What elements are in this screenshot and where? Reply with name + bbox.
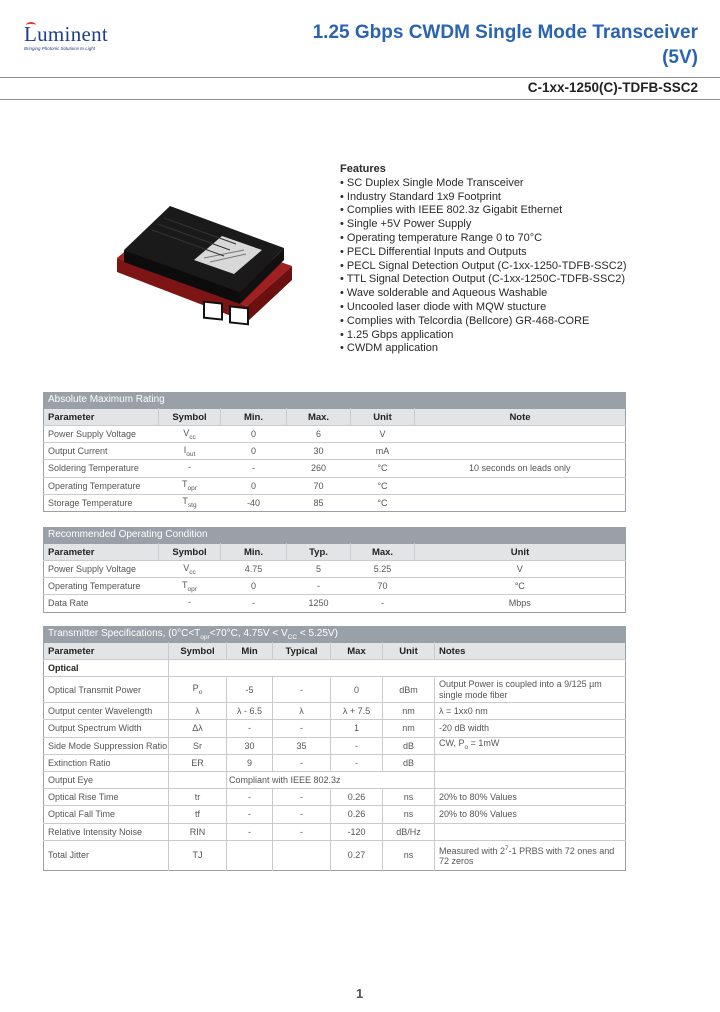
- cell-min: -: [221, 595, 287, 612]
- cell-symbol: $V_{cc}$: [159, 426, 221, 443]
- cell-param: Operating Temperature: [44, 578, 159, 595]
- col-header: Max: [331, 643, 383, 660]
- cell-symbol: ER: [169, 754, 227, 771]
- table-row: [44, 754, 626, 771]
- cell-unit: dB/Hz: [383, 823, 435, 840]
- cell-symbol: -: [159, 460, 221, 477]
- feature-item: • Uncooled laser diode with MQW stucture: [340, 300, 547, 313]
- table-row: [44, 426, 626, 443]
- cell-unit: dB: [383, 754, 435, 771]
- cell-typ: 35: [273, 737, 331, 754]
- cell-symbol: TJ: [169, 840, 227, 870]
- table-header-row: [44, 409, 626, 426]
- col-header: Symbol: [159, 544, 221, 561]
- cell-unit: °C: [415, 578, 626, 595]
- table-row: [44, 823, 626, 840]
- col-header: Symbol: [159, 409, 221, 426]
- cell-max: 1: [331, 720, 383, 737]
- cell-param: Side Mode Suppression Ratio: [44, 737, 169, 754]
- col-header: Unit: [415, 544, 626, 561]
- cell-max: 0.27: [331, 840, 383, 870]
- luminent-logo: [24, 22, 144, 52]
- table-row: [44, 477, 626, 494]
- cell-param: Soldering Temperature: [44, 460, 159, 477]
- cell-param: Output Current: [44, 443, 159, 460]
- cell-max: -120: [331, 823, 383, 840]
- tx-spec-title: Transmitter Specifications, ($0^\circ C<T_{opr}<70^\circ C$, $4.75V < V_{CC} < 5.25V$): [43, 626, 626, 642]
- logo-swoosh-icon: [26, 22, 36, 28]
- cell-note: [435, 771, 626, 788]
- cell-min: -: [227, 720, 273, 737]
- cell-max: λ + 7.5: [331, 703, 383, 720]
- cell-max: 30: [287, 443, 351, 460]
- cell-min: 0: [221, 477, 287, 494]
- cell-min: -40: [221, 494, 287, 511]
- cell-symbol: $V_{cc}$: [159, 561, 221, 578]
- cell-min: -5: [227, 677, 273, 703]
- table-row: [44, 561, 626, 578]
- logo-tagline: Bringing Photonic Solutions to Light: [24, 46, 96, 51]
- cell-param: Optical Fall Time: [44, 806, 169, 823]
- cell-param: Output Eye: [44, 771, 169, 788]
- col-header: Symbol: [169, 643, 227, 660]
- cell-symbol: $I_{out}$: [159, 443, 221, 460]
- feature-item: • Industry Standard 1x9 Footprint: [340, 190, 501, 203]
- cell-min: 9: [227, 754, 273, 771]
- cell-min: -: [227, 789, 273, 806]
- col-header: Min.: [221, 544, 287, 561]
- header-rule-bottom: [0, 99, 720, 100]
- page-number: 1: [356, 986, 364, 1001]
- cell-unit: °C: [351, 477, 415, 494]
- abs-max-section: [43, 392, 626, 512]
- cell-param: Output center Wavelength: [44, 703, 169, 720]
- cell-max: -: [331, 737, 383, 754]
- cell-unit: nm: [383, 703, 435, 720]
- cell-note: Output Power is coupled into a 9/125 µm single mode fiber: [435, 677, 626, 703]
- cell-param: Relative Intensity Noise: [44, 823, 169, 840]
- transceiver-product-image: [112, 196, 292, 330]
- cell-symbol: $T_{opr}$: [159, 477, 221, 494]
- feature-item: • Complies with Telcordia (Bellcore) GR-468-CORE: [340, 314, 590, 327]
- table-header-row: [44, 544, 626, 561]
- cell-min: 30: [227, 737, 273, 754]
- cell-typ: -: [273, 806, 331, 823]
- table-row: [44, 771, 626, 788]
- cell-unit: °C: [351, 460, 415, 477]
- feature-item: • SC Duplex Single Mode Transceiver: [340, 176, 524, 189]
- col-header: Unit: [351, 409, 415, 426]
- col-header: Note: [415, 409, 626, 426]
- col-header: Min.: [221, 409, 287, 426]
- col-header: Parameter: [44, 409, 159, 426]
- cell-symbol: $T_{opr}$: [159, 578, 221, 595]
- cell-max: -: [351, 595, 415, 612]
- col-header: Unit: [383, 643, 435, 660]
- table-row: [44, 578, 626, 595]
- cell-note: -20 dB width: [435, 720, 626, 737]
- cell-param: Total Jitter: [44, 840, 169, 870]
- cell-max: 70: [287, 477, 351, 494]
- cell-typ: -: [273, 754, 331, 771]
- table-row: [44, 595, 626, 612]
- cell-typ: -: [287, 578, 351, 595]
- cell-unit: Mbps: [415, 595, 626, 612]
- col-header: Parameter: [44, 544, 159, 561]
- table-row: [44, 789, 626, 806]
- header-rule-top: [0, 77, 720, 78]
- cell-note: [435, 754, 626, 771]
- cell-typ: -: [273, 823, 331, 840]
- title-line-1: 1.25 Gbps CWDM Single Mode Transceiver: [312, 22, 698, 43]
- table-row: [44, 737, 626, 754]
- title-line-2: (5V): [662, 47, 698, 68]
- cell-param: Storage Temperature: [44, 494, 159, 511]
- cell-min: 0: [221, 426, 287, 443]
- table-group-row: [44, 660, 626, 677]
- cell-symbol: λ: [169, 703, 227, 720]
- table-row: [44, 840, 626, 870]
- cell-max: 5.25: [351, 561, 415, 578]
- cell-min: -: [227, 806, 273, 823]
- table-row: [44, 703, 626, 720]
- cell-unit: nm: [383, 720, 435, 737]
- table-row: [44, 720, 626, 737]
- feature-item: • Single +5V Power Supply: [340, 218, 472, 231]
- feature-item: • CWDM application: [340, 342, 438, 355]
- feature-item: • Wave solderable and Aqueous Washable: [340, 287, 548, 300]
- part-number: C-1xx-1250(C)-TDFB-SSC2: [527, 80, 698, 95]
- cell-unit: dB: [383, 737, 435, 754]
- cell-min: 0: [221, 578, 287, 595]
- cell-unit: V: [415, 561, 626, 578]
- cell-note: λ = 1xx0 nm: [435, 703, 626, 720]
- cell-note: CW, $P_o = 1mW$: [435, 737, 626, 754]
- abs-max-title: Absolute Maximum Rating: [43, 392, 626, 408]
- col-header: Typical: [273, 643, 331, 660]
- cell-unit: mA: [351, 443, 415, 460]
- cell-typ: [273, 840, 331, 870]
- feature-item: • PECL Signal Detection Output (C-1xx-1250-TDFB-SSC2): [340, 259, 627, 272]
- logo-brand: Luminent: [24, 22, 109, 46]
- cell-typ: -: [273, 677, 331, 703]
- cell-param: Extinction Ratio: [44, 754, 169, 771]
- cell-unit: ns: [383, 840, 435, 870]
- rec-op-table: [43, 543, 626, 613]
- tx-spec-section: [43, 626, 626, 871]
- cell-symbol: Δλ: [169, 720, 227, 737]
- rec-op-title: Recommended Operating Condition: [43, 527, 626, 543]
- table-row: [44, 677, 626, 703]
- col-header: Max.: [351, 544, 415, 561]
- cell-unit: °C: [351, 494, 415, 511]
- cell-symbol: tr: [169, 789, 227, 806]
- cell-min: 4.75: [221, 561, 287, 578]
- cell-max: 70: [351, 578, 415, 595]
- cell-typ: 5: [287, 561, 351, 578]
- cell-symbol: Sr: [169, 737, 227, 754]
- cell-min: 0: [221, 443, 287, 460]
- cell-param: Optical Rise Time: [44, 789, 169, 806]
- cell-note: Measured with $2^7-1$ PRBS with 72 ones and 72 zeros: [435, 840, 626, 870]
- cell-param: Optical Transmit Power: [44, 677, 169, 703]
- feature-item: • Complies with IEEE 802.3z Gigabit Ethernet: [340, 204, 563, 217]
- cell-param: Output Spectrum Width: [44, 720, 169, 737]
- cell-min: λ - 6.5: [227, 703, 273, 720]
- cell-eye-compliance: Compliant with IEEE 802.3z: [227, 771, 435, 788]
- cell-max: -: [331, 754, 383, 771]
- cell-symbol: $P_o$: [169, 677, 227, 703]
- cell-unit: dBm: [383, 677, 435, 703]
- feature-item: • TTL Signal Detection Output (C-1xx-1250C-TDFB-SSC2): [340, 273, 626, 286]
- cell-param: Power Supply Voltage: [44, 561, 159, 578]
- cell-param: Data Rate: [44, 595, 159, 612]
- features-heading: Features: [340, 163, 386, 175]
- cell-note: 20% to 80% Values: [435, 789, 626, 806]
- cell-typ: 1250: [287, 595, 351, 612]
- cell-unit: ns: [383, 806, 435, 823]
- table-row: [44, 494, 626, 511]
- feature-item: • 1.25 Gbps application: [340, 328, 454, 341]
- cell-note: [415, 477, 626, 494]
- cell-min: -: [221, 460, 287, 477]
- tx-spec-table: [43, 642, 626, 871]
- cell-symbol: -: [159, 595, 221, 612]
- feature-item: • PECL Differential Inputs and Outputs: [340, 245, 527, 258]
- table-row: [44, 806, 626, 823]
- cell-param: Power Supply Voltage: [44, 426, 159, 443]
- group-label: Optical: [44, 660, 169, 677]
- cell-note: [415, 494, 626, 511]
- col-header: Min: [227, 643, 273, 660]
- features-list: [340, 163, 627, 356]
- col-header: Typ.: [287, 544, 351, 561]
- abs-max-table: [43, 408, 626, 512]
- cell-param: Operating Temperature: [44, 477, 159, 494]
- cell-max: 260: [287, 460, 351, 477]
- cell-note: [415, 426, 626, 443]
- cell-symbol: tf: [169, 806, 227, 823]
- cell-max: 85: [287, 494, 351, 511]
- cell-min: [227, 840, 273, 870]
- cell-max: 0: [331, 677, 383, 703]
- col-header: Notes: [435, 643, 626, 660]
- table-row: [44, 460, 626, 477]
- cell-symbol: $T_{stg}$: [159, 494, 221, 511]
- cell-note: [435, 823, 626, 840]
- cell-note: 10 seconds on leads only: [415, 460, 626, 477]
- col-header: Max.: [287, 409, 351, 426]
- cell-note: [415, 443, 626, 460]
- cell-max: 6: [287, 426, 351, 443]
- rec-op-section: [43, 527, 626, 613]
- cell-typ: -: [273, 720, 331, 737]
- cell-max: 0.26: [331, 806, 383, 823]
- document-title: [313, 20, 698, 70]
- cell-symbol: RIN: [169, 823, 227, 840]
- cell-typ: -: [273, 789, 331, 806]
- cell-symbol: [169, 771, 227, 788]
- cell-max: 0.26: [331, 789, 383, 806]
- cell-typ: λ: [273, 703, 331, 720]
- cell-unit: V: [351, 426, 415, 443]
- feature-item: • Operating temperature Range 0 to 70°C: [340, 231, 543, 244]
- col-header: Parameter: [44, 643, 169, 660]
- cell-note: 20% to 80% Values: [435, 806, 626, 823]
- table-header-row: [44, 643, 626, 660]
- table-row: [44, 443, 626, 460]
- cell-min: -: [227, 823, 273, 840]
- cell-unit: ns: [383, 789, 435, 806]
